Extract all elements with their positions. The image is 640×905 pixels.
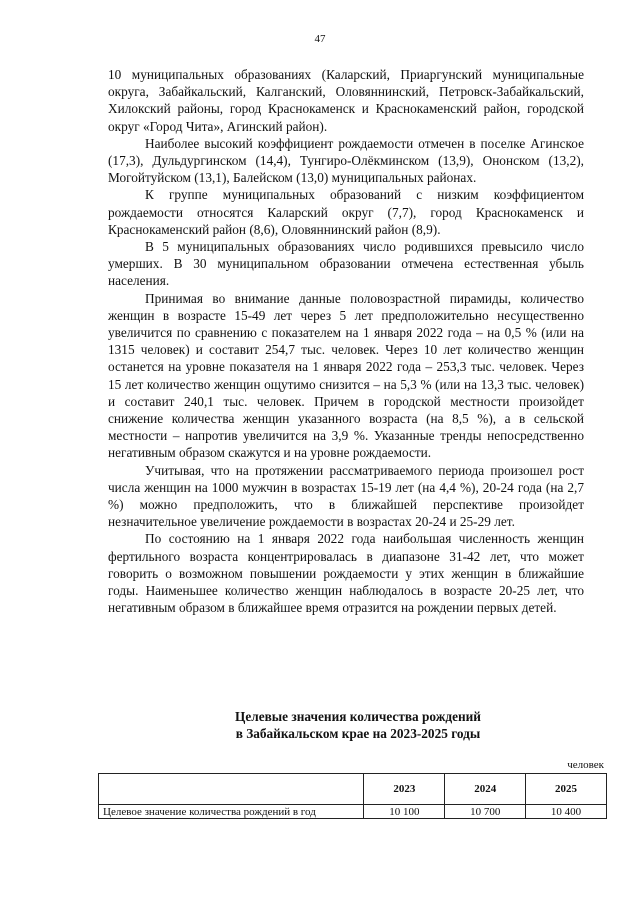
value-2024: 10 700 (445, 805, 526, 819)
paragraph-5: Принимая во внимание данные половозрастной пирамиды, количество женщин в возрасте 15-49 лет через 5 лет предположительно несущественно увеличится по сравнению с показателем на 1 января 2022 года – на 0,5 % (или на 1315 человек) и составит 254,7 тыс. человек. Через 10 лет количество женщин останется на уровне показателя на 1 января 2022 года – 253,3 тыс. человек. Через 15 лет количество женщин ощутимо снизится – на 5,3 % (или на 13,3 тыс. человек) и составит 240,1 тыс. человек. Причем в городской местности произойдет снижение количества женщин указанного возраста (на 8,5 %), а в сельской местности – напротив увеличится на 3,9 %. Указанные тренды непосредственно негативным образом скажутся и на уровне рождаемости. (108, 290, 584, 461)
table-title-line-1: Целевые значения количества рождений (235, 709, 481, 724)
table-unit: человек (567, 759, 604, 771)
table-title (108, 708, 608, 742)
births-target-table (98, 773, 607, 819)
header-cell-2024: 2024 (445, 774, 526, 805)
value-2025: 10 400 (526, 805, 607, 819)
header-cell-2023: 2023 (364, 774, 445, 805)
page-number: 47 (314, 33, 326, 45)
table-title-line-2: в Забайкальском крае на 2023-2025 годы (235, 726, 481, 741)
header-cell-2025: 2025 (526, 774, 607, 805)
paragraph-2: Наиболее высокий коэффициент рождаемости отмечен в поселке Агинское (17,3), Дульдургинском (14,4), Тунгиро-Олёкминском (13,9), Ононском (13,2), Могойтуйском (13,1), Балейском (13,0) муниципальных районах. (108, 135, 584, 186)
header-cell-label (99, 774, 364, 805)
body-text (108, 66, 584, 617)
paragraph-6: Учитывая, что на протяжении рассматриваемого периода произошел рост числа женщин на 1000 мужчин в возрастах 15-19 лет (на 4,4 %), 20-24 года (на 2,7 %) можно предположить, что в ближайшей перспективе произойдет незначительное увеличение рождаемости в возрастах 20-24 и 25-29 лет. (108, 462, 584, 530)
paragraph-3: К группе муниципальных образований с низким коэффициентом рождаемости относятся Каларский округ (7,7), город Краснокаменск и Краснокаменский район (8,6), Оловяннинский район (8,9). (108, 187, 584, 237)
table-row (99, 805, 607, 819)
value-2023: 10 100 (364, 805, 445, 819)
paragraph-7: По состоянию на 1 января 2022 года наибольшая численность женщин фертильного возраста концентрировалась в диапазоне 31-42 лет, что может говорить о возможном повышении рождаемости у этих женщин в ближайшие годы. Наименьшее количество женщин наблюдалось в возрасте 20-25 лет, что негативным образом в ближайшее время отразится на рождении первых детей. (108, 531, 584, 616)
table-header-row (99, 774, 607, 805)
paragraph-1: 10 муниципальных образованиях (Каларский, Приаргунский муниципальные округа, Забайкальский, Калганский, Оловяннинский, Петровск-Забайкальский, Хилокский районы, город Краснокаменск и Краснокаменский район, городской округ «Город Чита», Агинский район). (108, 67, 584, 134)
paragraph-4: В 5 муниципальных образованиях число родившихся превысило число умерших. В 30 муниципальном образовании отмечена естественная убыль населения. (108, 239, 584, 289)
row-label: Целевое значение количества рождений в год (99, 805, 364, 819)
